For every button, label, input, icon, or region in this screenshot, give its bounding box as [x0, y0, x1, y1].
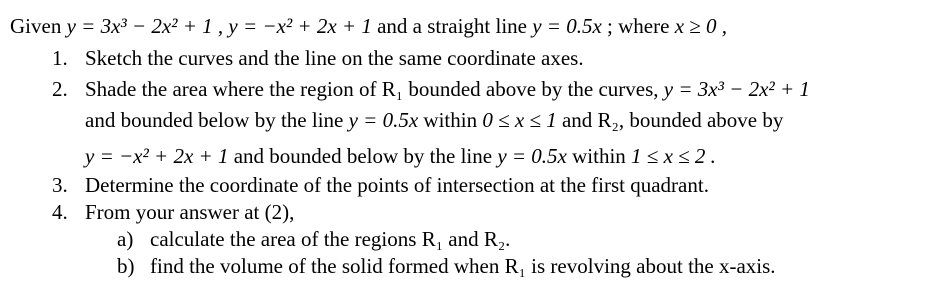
item-2-number: 2. [52, 77, 68, 101]
item-4b-text: find the volume of the solid formed when R₁ is revolving about the x-axis. [150, 254, 776, 278]
item-4-text: From your answer at (2), [85, 200, 295, 224]
item-2-line-3-a: and bounded below by the line [233, 144, 493, 168]
item-2-line-2 [85, 107, 783, 133]
intro-line [10, 13, 727, 39]
intro-equation-line: y = 0.5x [532, 14, 602, 38]
item-2-line-2-b: within [423, 108, 478, 132]
item-2-line-2-a: and bounded below by the line [85, 108, 344, 132]
item-1-number: 1. [52, 46, 68, 70]
item-2-line-3-equation: y = −x² + 2x + 1 [85, 144, 229, 168]
item-2-line-1 [85, 76, 810, 102]
item-1-text: Sketch the curves and the line on the same coordinate axes. [85, 46, 584, 70]
intro-condition: x ≥ 0 , [674, 14, 728, 38]
item-2-line-2-range: 0 ≤ x ≤ 1 [482, 108, 557, 132]
item-4a-text: calculate the area of the regions R₁ and R₂. [150, 227, 511, 251]
intro-equation-cubic: y = 3x³ − 2x² + 1 , [66, 14, 224, 38]
intro-mid-text: and a straight line [377, 14, 527, 38]
item-2-line-2-c: and R₂, bounded above by [561, 108, 784, 132]
item-3-number: 3. [52, 173, 68, 197]
intro-given: Given [10, 14, 62, 38]
item-4b-label: b) [117, 254, 135, 278]
item-2-line-3 [85, 143, 716, 169]
item-2-line-1-text: Shade the area where the region of R₁ bounded above by the curves, [85, 77, 659, 101]
item-4a-label: a) [117, 227, 134, 251]
intro-equation-quadratic: y = −x² + 2x + 1 [228, 14, 372, 38]
item-3-text: Determine the coordinate of the points of intersection at the first quadrant. [85, 173, 709, 197]
item-2-line-1-equation: y = 3x³ − 2x² + 1 [663, 77, 810, 101]
item-2-line-3-equation-2: y = 0.5x [497, 144, 567, 168]
item-2-line-3-range: 1 ≤ x ≤ 2 . [631, 144, 716, 168]
intro-where: ; where [607, 14, 670, 38]
item-2-line-2-equation: y = 0.5x [348, 108, 419, 132]
item-2-line-3-b: within [572, 144, 626, 168]
item-4-number: 4. [52, 200, 68, 224]
